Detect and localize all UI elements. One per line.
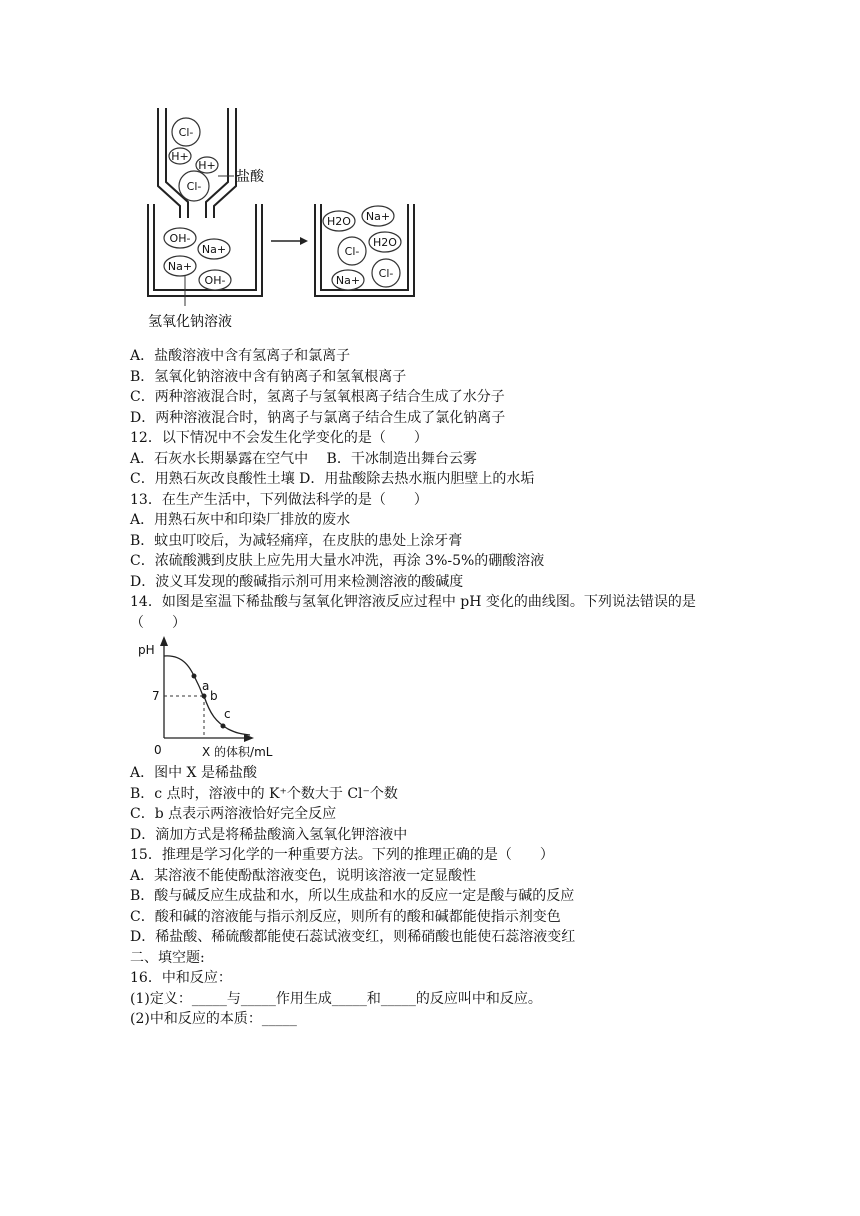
- ion-h: H+: [171, 150, 189, 163]
- origin-label: 0: [154, 743, 162, 757]
- acid-label: 盐酸: [236, 169, 264, 185]
- y-axis-label: pH: [138, 643, 155, 657]
- point-c-label: c: [224, 707, 231, 721]
- ion-oh: OH-: [204, 274, 226, 287]
- q12-stem: 12．以下情况中不会发生化学变化的是（ ）: [130, 430, 428, 446]
- point-b: [202, 694, 207, 699]
- ion-cl: Cl-: [344, 245, 360, 258]
- q15-option-d: D．稀盐酸、稀硫酸都能使石蕊试液变红，则稀硝酸也能使石蕊溶液变红: [130, 929, 576, 945]
- q16-part2: (2)中和反应的本质：_____: [130, 1011, 297, 1027]
- ion-oh: OH-: [169, 232, 191, 245]
- molecule-h2o: H2O: [327, 215, 351, 228]
- q15-option-c: C．酸和碱的溶液能与指示剂反应，则所有的酸和碱都能使指示剂变色: [130, 908, 561, 925]
- point-a-label: a: [202, 679, 210, 693]
- point-a: [192, 674, 197, 679]
- q13-option-d: D．波义耳发现的酸碱指示剂可用来检测溶液的酸碱度: [130, 573, 464, 590]
- q12-options-cd: C．用熟石灰改良酸性土壤 D．用盐酸除去热水瓶内胆壁上的水垢: [130, 471, 535, 487]
- questions-11-13: [130, 346, 750, 633]
- point-b-label: b: [210, 689, 218, 703]
- q14-option-a: A．图中 X 是稀盐酸: [130, 765, 257, 781]
- section-heading: 二、填空题:: [130, 949, 205, 966]
- q13-stem: 13．在生产生活中，下列做法科学的是（ ）: [130, 491, 428, 508]
- x-axis-label: X 的体积/mL: [202, 745, 273, 759]
- neutralization-diagram: [110, 108, 430, 338]
- ion-na: Na+: [365, 210, 391, 223]
- q13-option-a: A．用熟石灰中和印染厂排放的废水: [130, 512, 351, 528]
- ph-curve-graph: [128, 634, 308, 764]
- q16-stem: 16．中和反应：: [130, 970, 232, 986]
- ion-na: Na+: [201, 243, 227, 256]
- q14-stem-bracket: （ ）: [130, 614, 186, 631]
- q13-option-c: C．浓硫酸溅到皮肤上应先用大量水冲洗，再涂 3%-5%的硼酸溶液: [130, 553, 545, 569]
- y-tick-7: 7: [152, 689, 160, 703]
- molecule-h2o: H2O: [373, 236, 397, 249]
- q14-option-b: B．c 点时，溶液中的 K⁺个数大于 Cl⁻个数: [130, 785, 398, 802]
- q11-option-b: B．氢氧化钠溶液中含有钠离子和氢氧根离子: [130, 368, 407, 385]
- q16-part1: (1)定义：_____与_____作用生成_____和_____的反应叫中和反应。: [130, 990, 542, 1007]
- ion-na: Na+: [167, 260, 193, 273]
- ion-cl: Cl-: [186, 180, 202, 193]
- questions-14-16: [130, 763, 750, 1030]
- q15-option-a: A．某溶液不能使酚酞溶液变色，说明该溶液一定显酸性: [130, 867, 477, 884]
- base-label: 氢氧化钠溶液: [148, 314, 232, 330]
- q11-option-a: A．盐酸溶液中含有氢离子和氯离子: [130, 348, 351, 364]
- q15-stem: 15．推理是学习化学的一种重要方法。下列的推理正确的是（ ）: [130, 847, 554, 863]
- q14-stem: 14．如图是室温下稀盐酸与氢氧化钾溶液反应过程中 pH 变化的曲线图。下列说法错误的是: [130, 594, 696, 610]
- ion-cl: Cl-: [378, 267, 394, 280]
- ion-cl: Cl-: [178, 126, 194, 139]
- q15-option-b: B．酸与碱反应生成盐和水，所以生成盐和水的反应一定是酸与碱的反应: [130, 888, 575, 904]
- ion-na: Na+: [335, 274, 361, 287]
- q14-option-d: D．滴加方式是将稀盐酸滴入氢氧化钾溶液中: [130, 826, 408, 843]
- ph-curve: [164, 656, 250, 735]
- q11-option-c: C．两种溶液混合时，氢离子与氢氧根离子结合生成了水分子: [130, 389, 505, 405]
- q12-options-ab: A．石灰水长期暴露在空气中 B．干冰制造出舞台云雾: [130, 450, 477, 467]
- ion-h: H+: [198, 159, 216, 172]
- point-c: [221, 724, 226, 729]
- q14-option-c: C．b 点表示两溶液恰好完全反应: [130, 806, 337, 822]
- q13-option-b: B．蚊虫叮咬后，为减轻痛痒，在皮肤的患处上涂牙膏: [130, 532, 463, 549]
- q11-option-d: D．两种溶液混合时，钠离子与氯离子结合生成了氯化钠离子: [130, 409, 506, 426]
